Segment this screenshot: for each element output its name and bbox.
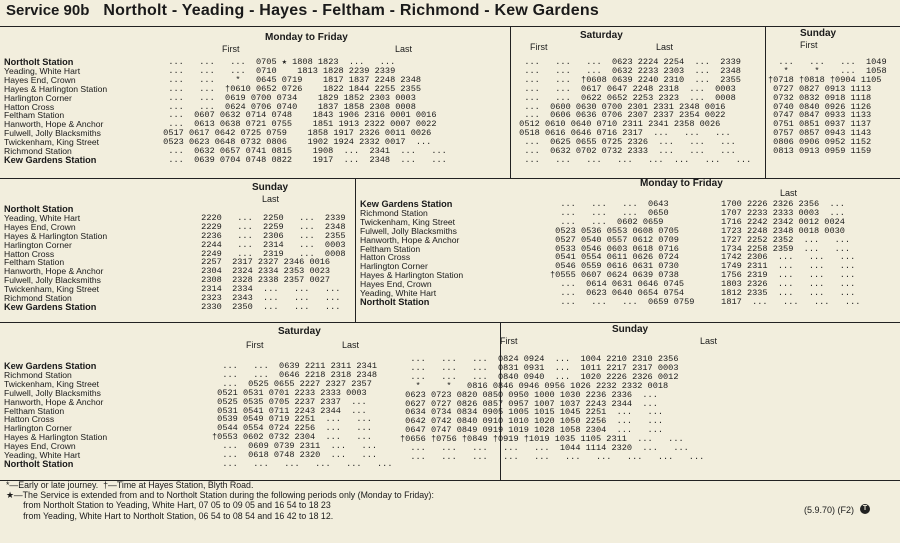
first-label: First: [500, 336, 518, 346]
last-label: Last: [262, 194, 280, 204]
station: Fulwell, Jolly Blacksmiths: [4, 128, 101, 139]
divider: [0, 322, 900, 323]
divider: [355, 178, 356, 322]
times-block-mf-south-last: 1700 2226 2326 2356 ... 1707 2233 2333 0003 ... 1716 2242 2342 0012 0024 1723 2248 2348 0018 0030 1727 2252 2352 ... ... 1734 2258 2359 ... ... 1742 2306 ... ... ... 1749 2311 ... ... ... 1756 2319 ... ... ... 1803 2326 ... ... ... 1812 2335 ... ... ... 1817 ... ... ... ...: [721, 199, 861, 307]
times-block-sat-north: ... ... ... 0623 2224 2254 ... 2339 ... ... ... 0632 2233 2303 ... 2348 ... ... †0608 0639 2240 2310 ... 2355 ... ... 0617 0647 2248 2318 ... 0003 ... ... 0622 0652 2253 2323 ... 0008 ... 0600 0630 0700 2301 2331 2348 0016 ... 0606 0636 0706 2307 2337 2354 0022 0512 0610 0640 0710 2311 2341 2358 0026 0518 0616 0646 0716 2317 ... ... ... ... 0625 0655 0725 2326 ... ... ... ... 0632 0702 0732 2333 ... ... ... ... ... ... ... ... ... ... ...: [519, 57, 752, 165]
station: Twickenham, King Street: [4, 137, 100, 148]
last-label: Last: [656, 42, 674, 52]
first-label: First: [800, 40, 818, 50]
station-list-north: [4, 58, 107, 165]
last-label: Last: [342, 340, 360, 350]
station: Northolt Station: [360, 296, 430, 307]
first-label: First: [222, 44, 240, 54]
station: Hayes End, Crown: [4, 441, 76, 452]
panel-title-sun-south: Sunday: [612, 324, 649, 335]
station: Hayes & Harlington Station: [4, 432, 108, 443]
station: Northolt Station: [4, 458, 74, 469]
route-title: Northolt - Yeading - Hayes - Feltham - Richmond - Kew Gardens: [103, 2, 599, 19]
station: Hanworth, Hope & Anchor: [360, 234, 460, 245]
station: Yeading, White Hart: [4, 450, 81, 461]
station-list-sun-last: [4, 205, 107, 312]
station: Richmond Station: [4, 293, 72, 304]
panel-title-sun-last: Sunday: [252, 182, 289, 193]
reference-code: (5.9.70) (F2): [803, 505, 854, 515]
station: Hayes End, Crown: [4, 221, 76, 232]
station: Harlington Corner: [360, 261, 428, 272]
station: Feltham Station: [4, 257, 65, 268]
service-number: Service 90b: [6, 2, 90, 19]
divider: [765, 26, 766, 178]
station: Northolt Station: [4, 204, 74, 214]
station: Yeading, White Hart: [4, 212, 81, 223]
station: Hanworth, Hope & Anchor: [4, 266, 104, 277]
station: Feltham Station: [360, 243, 421, 254]
station: Hanworth, Hope & Anchor: [4, 119, 104, 130]
footnotes: *—Early or late journey. †—Time at Hayes Station, Blyth Road. ★—The Service is extended from and to Northolt Station during the following periods only (Monday to Friday): from Northolt Station to Yeading, White Hart, 07 05 to 09 05 and 16 54 to 18 23 from Yeading, White Hart to Northolt Station, 06 54 to 08 54 and 16 42 to 18 12.: [6, 480, 434, 521]
station: Hatton Cross: [360, 252, 411, 263]
station: Kew Gardens Station: [4, 154, 97, 165]
station: Fulwell, Jolly Blacksmiths: [4, 387, 101, 398]
station-list-sat-south: [4, 362, 107, 469]
station: Twickenham, King Street: [4, 284, 100, 295]
station: Kew Gardens Station: [4, 301, 97, 312]
times-block-sun-north: ... ... ... 1049 * * ... 1058 †0718 †0818 †0904 1105 0727 0827 0913 1113 0732 0832 0918 1118 0740 0840 0926 1126 0747 0847 0933 1133 0751 0851 0937 1137 0757 0857 0943 1143 0806 0906 0952 1152 0813 0913 0959 1159: [768, 57, 887, 157]
station: Hatton Cross: [4, 101, 55, 112]
panel-title-mf-north: Monday to Friday: [265, 32, 348, 43]
station: Harlington Corner: [4, 92, 72, 103]
station: Hanworth, Hope & Anchor: [4, 396, 104, 407]
station: Richmond Station: [4, 146, 72, 157]
station-list-south: [360, 200, 463, 307]
station: Fulwell, Jolly Blacksmiths: [4, 275, 101, 286]
station: Yeading, White Hart: [360, 288, 437, 299]
station: Richmond Station: [360, 207, 428, 218]
station: Kew Gardens Station: [360, 199, 453, 209]
last-label: Last: [700, 336, 718, 346]
times-block-sat-south: ... ... 0639 2211 2311 2341 ... ... 0646 2218 2318 2348 ... 0525 0655 2227 2327 2357 0521 0531 0701 2233 2333 0003 0525 0535 0705 2237 2337 ... 0531 0541 0711 2243 2344 ... 0539 0549 0719 2251 ... ... 0544 0554 0724 2256 ... ... †0553 0602 0732 2304 ... ... ... 0609 0739 2311 ... ... ... 0618 0748 2320 ... ... ... ... ... ... ... ...: [212, 361, 393, 469]
station: Richmond Station: [4, 369, 72, 380]
station: Twickenham, King Street: [360, 216, 456, 227]
panel-title-sat-north: Saturday: [580, 30, 623, 41]
divider: [510, 26, 511, 178]
station: Hayes End, Crown: [360, 279, 432, 290]
last-label: Last: [395, 44, 413, 54]
station: Hatton Cross: [4, 248, 55, 259]
first-label: First: [246, 340, 264, 350]
t-icon: T: [860, 504, 870, 514]
times-block-sun-south: ... ... ... 0824 0924 ... 1004 2210 2310 2356 ... ... ... 0831 0931 ... 1011 2217 2317 0003 ... ... ... 0840 0940 ... 1020 2226 2326 0012 * * 0816 0846 0946 0956 1026 2232 2332 0018 0623 0723 0820 0850 0950 1000 1030 2236 2336 ... 0627 0727 0826 0857 0957 1007 1037 2243 2344 ... 0634 0734 0834 0905 1005 1015 1045 2251 ... ... 0642 0742 0840 0910 1010 1020 1050 2256 ... ... 0647 0747 0849 0919 1019 1028 1058 2304 ... ... †0656 †0756 †0849 †0919 †1019 1035 1105 2311 ... ... ... ... ... ... ... 1044 1114 2320 ... ... ... ... ... ... ... ... ... ... ... ...: [400, 354, 705, 462]
station: Hayes & Harlington Station: [4, 230, 108, 241]
times-block-mf-south: ... ... ... 0643 ... ... ... 0650 ... ... 0602 0659 0523 0536 0553 0608 0705 0527 0540 0557 0612 0709 0533 0546 0603 0618 0716 0541 0554 0611 0626 0724 0546 0559 0616 0631 0730 †0555 0607 0624 0639 0738 ... 0614 0631 0646 0745 ... 0623 0640 0654 0754 ... ... ... 0659 0759: [550, 199, 695, 307]
station: Northolt Station: [4, 57, 74, 67]
panel-title-sat-south: Saturday: [278, 326, 321, 337]
divider: [0, 178, 900, 179]
station: Hayes & Harlington Station: [4, 83, 108, 94]
station: Hatton Cross: [4, 414, 55, 425]
last-label: Last: [780, 188, 798, 198]
times-block-mf-north: ... ... ... 0705 ★ 1808 1823 ... ... ... ... ... 0710 1813 1828 2239 2339 ... ... * 0645 0719 1817 1837 2248 2348 ... ... †0610 0652 0726 1822 1844 2255 2355 ... ... 0619 0700 0734 1829 1852 2303 0003 ... ... 0624 0706 0740 1837 1858 2308 0008 ... 0607 0632 0714 0748 1843 1906 2316 0001 0016 ... 0613 0638 0721 0755 1851 1913 2322 0007 0022 0517 0617 0642 0725 0759 1858 1917 2326 0011 0026 0523 0623 0648 0732 0806 1902 1924 2332 0017 ... ... 0632 0657 0741 0815 1908 ... 2341 ... ... ... 0639 0704 0748 0822 1917 ... 2348 ... ...: [163, 57, 447, 165]
panel-title-mf-south: Monday to Friday: [640, 178, 723, 189]
panel-title-sun-north: Sunday: [800, 28, 837, 39]
station: Hayes & Harlington Station: [360, 270, 464, 281]
station: Yeading, White Hart: [4, 65, 81, 76]
station: Harlington Corner: [4, 423, 72, 434]
timetable-header: [6, 2, 599, 24]
first-label: First: [530, 42, 548, 52]
station: Feltham Station: [4, 110, 65, 121]
station: Fulwell, Jolly Blacksmiths: [360, 225, 457, 236]
station: Twickenham, King Street: [4, 378, 100, 389]
station: Harlington Corner: [4, 239, 72, 250]
station: Hayes End, Crown: [4, 74, 76, 85]
station: Feltham Station: [4, 405, 65, 416]
times-block-sun-last: 2220 ... 2250 ... 2339 2229 ... 2259 ... 2348 2236 ... 2306 ... 2355 2244 ... 2314 ... 0003 2249 ... 2319 ... 0008 2257 2317 2327 2346 0016 2304 2324 2334 2353 0023 2308 2328 2338 2357 0027 2314 2334 ... ... ... 2323 2343 ... ... ... 2330 2350 ... ... ...: [201, 212, 346, 312]
station: Kew Gardens Station: [4, 361, 97, 371]
